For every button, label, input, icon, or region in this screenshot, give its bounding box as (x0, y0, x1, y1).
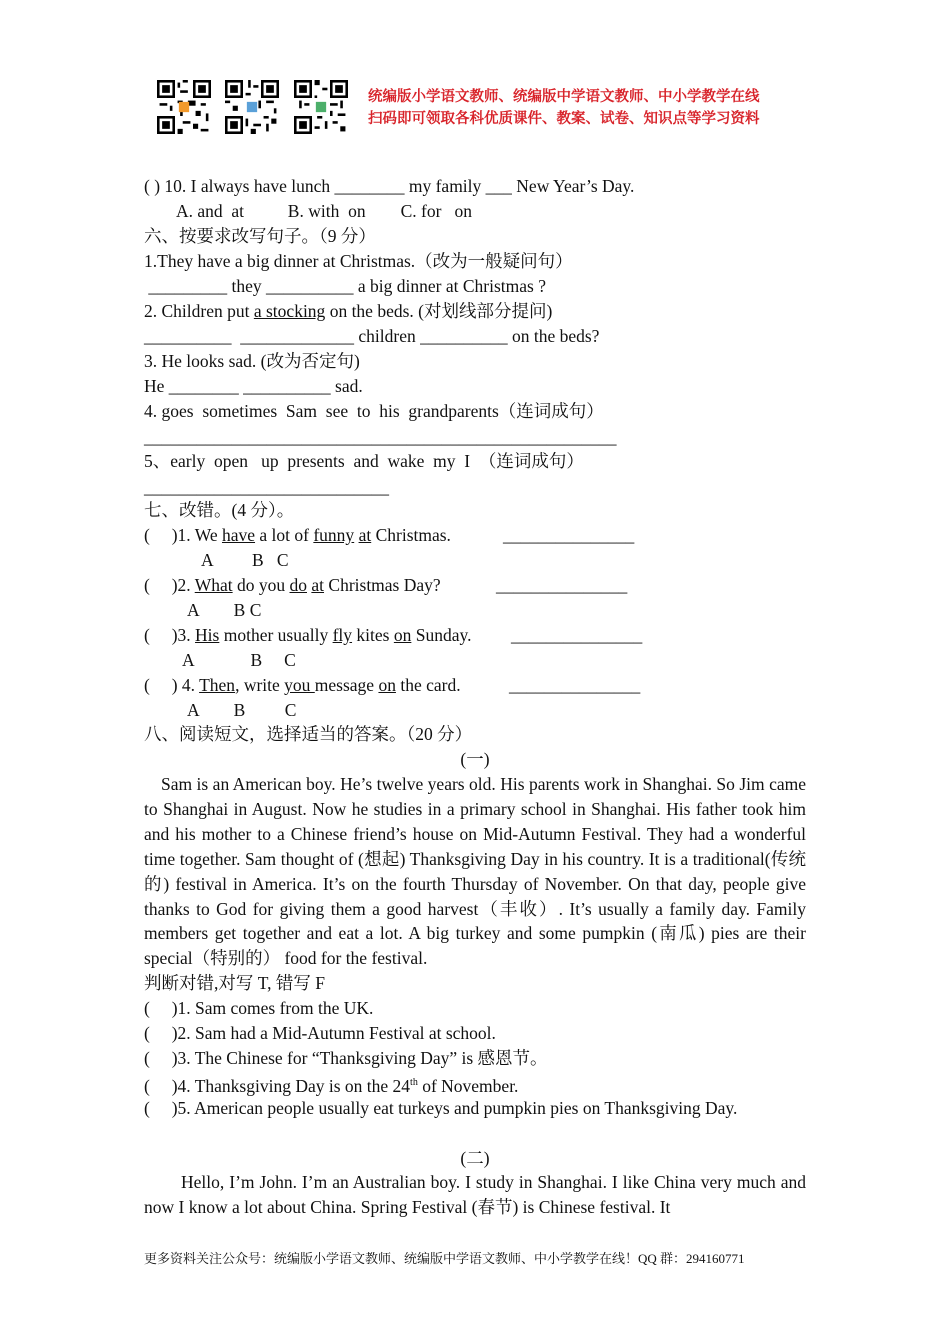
banner-line-2: 扫码即可领取各科优质课件、教案、试卷、知识点等学习资料 (368, 111, 760, 127)
reading-part-1-title: (一) (460, 749, 490, 769)
section-6-item-1-answer: _________ they __________ a big dinner at Christmas ? (144, 276, 546, 296)
item-suffix: Christmas. (371, 525, 451, 545)
option-c-text: at (358, 525, 372, 545)
header-banner (368, 86, 760, 130)
option-b-text: do (289, 575, 307, 595)
correction-letters-3: A B C (182, 650, 296, 670)
item-suffix: Christmas Day? (324, 575, 441, 595)
section-6-item-4: 4. goes sometimes Sam see to his grandparents（连词成句） (144, 401, 604, 421)
section-6-item-2 (144, 299, 552, 323)
correction-blank-2: _______________ (496, 575, 628, 595)
section-6-item-3: 3. He looks sad. (改为否定句) (144, 351, 360, 371)
question-10-options: A. and at B. with on C. for on (176, 201, 473, 221)
item-2-suffix: on the beds. (对划线部分提问) (325, 301, 553, 321)
item-prefix: ( )3. (144, 625, 196, 645)
section-6-item-3-answer: He ________ __________ sad. (144, 376, 363, 396)
item-text: , write (235, 675, 285, 695)
correction-letters-2: A B C (187, 600, 262, 620)
item-text: do you (232, 575, 290, 595)
item-text: ( )4. Thanksgiving Day is on the 24 (144, 1075, 411, 1096)
true-false-item-2: ( )2. Sam had a Mid-Autumn Festival at school. (144, 1023, 496, 1043)
option-a-text: What (194, 575, 233, 595)
option-b-text: funny (313, 525, 355, 545)
qr-code-2 (225, 80, 279, 134)
reading-part-2-title: (二) (460, 1148, 490, 1168)
footer-note: 更多资料关注公众号：统编版小学语文教师、统编版中学语文教师、中小学教学在线！QQ 群：294160771 (144, 1251, 745, 1266)
option-a-text: His (195, 625, 220, 645)
item-text: mother usually (219, 625, 333, 645)
item-prefix: ( )1. We (144, 525, 222, 545)
option-c-text: on (378, 675, 396, 695)
question-10-stem: ( ) 10. I always have lunch ________ my family ___ New Year’s Day. (144, 176, 635, 196)
true-false-item-1: ( )1. Sam comes from the UK. (144, 998, 374, 1018)
item-text: a lot of (255, 525, 314, 545)
section-8-title: 八、阅读短文，选择适当的答案。（20 分） (144, 724, 473, 744)
true-false-item-4 (144, 1071, 518, 1098)
reading-passage-2: Hello, I’m John. I’m an Australian boy. I study in Shanghai. I like China very much and now I know a lot about China. Spring Festival (春节) is Chinese festival. It (144, 1172, 806, 1217)
section-6-title: 六、按要求改写句子。（9 分） (144, 226, 376, 246)
correction-item-1 (144, 523, 451, 547)
qr-code-1 (157, 80, 211, 134)
true-false-instruction: 判断对错,对写 T, 错写 F (144, 973, 325, 993)
correction-letters-4: A B C (187, 700, 297, 720)
item-prefix: ( )2. (144, 575, 195, 595)
item-text: kites (352, 625, 394, 645)
section-6-item-5: 5、early open up presents and wake my I （连词成句） (144, 451, 584, 471)
option-c-text: on (393, 625, 412, 645)
qr-code-3 (294, 80, 348, 134)
section-7-title: 七、改错。(4 分）。 (144, 500, 295, 520)
item-text: message (314, 675, 379, 695)
section-6-item-4-answer: ______________________________________________________ (144, 427, 617, 447)
banner-line-1: 统编版小学语文教师、统编版中学语文教师、中小学教学在线 (368, 89, 760, 105)
correction-blank-4: _______________ (509, 675, 641, 695)
section-6-item-5-answer: ____________________________ (144, 477, 389, 497)
correction-item-4 (144, 673, 461, 697)
correction-item-2 (144, 573, 441, 597)
correction-letters-1: A B C (201, 550, 289, 570)
item-text: of November. (417, 1075, 519, 1096)
item-suffix: Sunday. (411, 625, 472, 645)
correction-blank-3: _______________ (511, 625, 643, 645)
section-6-item-2-answer: __________ _____________ children __________ on the beds? (144, 326, 600, 346)
correction-item-3 (144, 623, 471, 647)
correction-blank-1: _______________ (503, 525, 635, 545)
item-suffix: the card. (395, 675, 461, 695)
item-prefix: ( ) 4. (144, 675, 200, 695)
option-a-text: Then (199, 675, 236, 695)
true-false-item-3: ( )3. The Chinese for “Thanksgiving Day” is 感恩节。 (144, 1048, 548, 1068)
option-a-text: have (221, 525, 256, 545)
option-c-text: at (311, 575, 325, 595)
reading-passage-1: Sam is an American boy. He’s twelve years old. His parents work in Shanghai. So Jim came to Shanghai in August. Now he studies in a primary school in Shanghai. His father took him and his mother to a Chinese friend’s house on Mid-Autumn Festival. They had a wonderful time together. Sam thought of (想起) Thanksgiving Day in his country. It is a traditional(传统的) festival in America. It’s on the fourth Thursday of November. On that day, people give thanks to God for giving them a good harvest（丰收）. It’s usually a family day. Family members get together and eat a lot. A big turkey and some pumpkin (南瓜) pies are their special（特别的） food for the festival. (144, 774, 806, 969)
item-2-underlined: a stocking (253, 301, 326, 321)
option-b-text: you (284, 675, 315, 695)
ordinal-suffix: th (410, 1077, 418, 1088)
item-2-prefix: 2. Children put (144, 301, 254, 321)
option-b-text: fly (332, 625, 353, 645)
true-false-item-5: ( )5. American people usually eat turkeys and pumpkin pies on Thanksgiving Day. (144, 1098, 738, 1118)
section-6-item-1: 1.They have a big dinner at Christmas.（改为一般疑问句） (144, 251, 573, 271)
